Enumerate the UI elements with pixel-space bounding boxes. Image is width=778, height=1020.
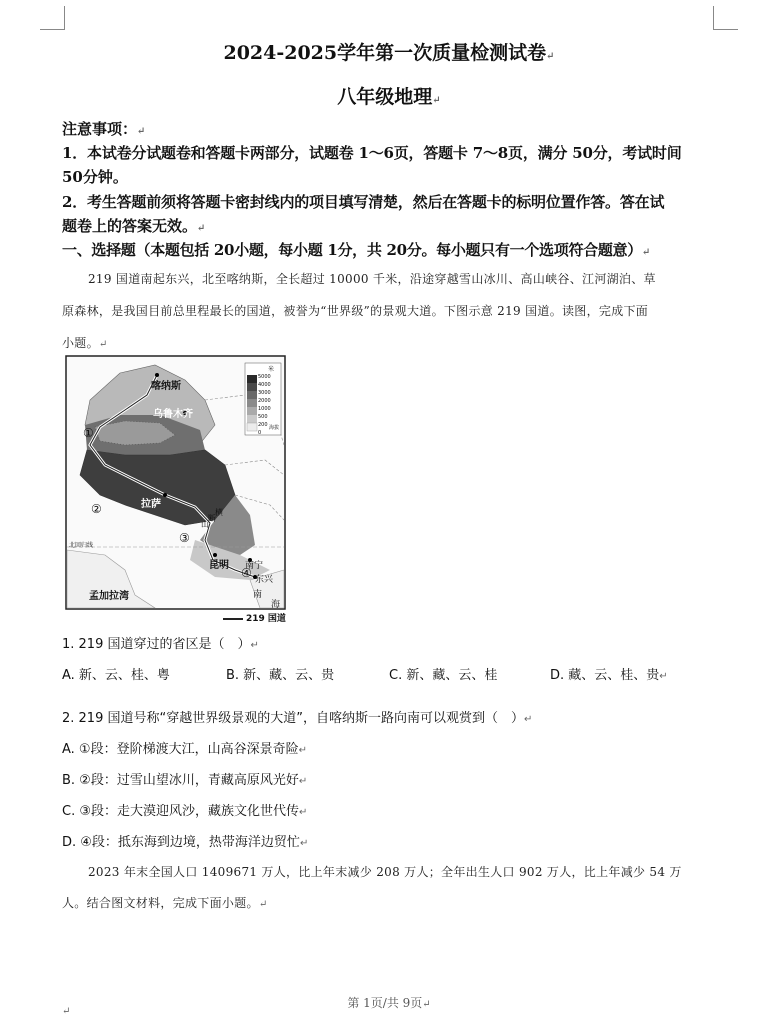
route-219-map: [65, 355, 297, 623]
elevation-value: 1000: [258, 406, 271, 412]
question-1-option-c[interactable]: C. 新、藏、云、桂: [389, 668, 498, 683]
notice-item-1-line-1: 1．本试卷分试题卷和答题卡两部分，试题卷 1～6页，答题卡 7～8页，满分 50分，考试时间: [62, 144, 682, 162]
notice-item-2-line-2: 题卷上的答案无效。↵: [62, 217, 206, 235]
passage-1-line-1: 219 国道南起东兴，北至喀纳斯，全长超过 10000 千米，沿途穿越雪山冰川、高山峡谷、江河湖泊、草: [88, 272, 656, 286]
passage-2-line-1: 2023 年末全国人口 1409671 万人，比上年末减少 208 万人；全年出生人口 902 万人，比上年减少 54 万: [88, 865, 682, 879]
crop-mark-top-right-v: [713, 6, 714, 30]
label-river-2: 断: [208, 514, 216, 523]
elevation-value: 5000: [258, 374, 271, 380]
passage-1-line-2: 原森林，是我国目前总里程最长的国道，被誉为“世界级”的景观大道。下图示意 219 国道。读图，完成下面: [62, 304, 649, 318]
end-paragraph-mark: ↵: [62, 1006, 71, 1017]
road-legend: 219 国道: [223, 611, 286, 624]
label-river-3: 山: [201, 520, 209, 529]
question-2-option-b[interactable]: B. ②段：过雪山望冰川，青藏高原风光好↵: [62, 773, 308, 788]
label-kunming: 昆明: [209, 560, 229, 571]
notice-item-1-line-2: 50分钟。: [62, 168, 128, 186]
marker-1: ①: [83, 426, 94, 440]
elevation-value: 500: [258, 414, 268, 420]
crop-mark-top-right-h: [713, 29, 738, 30]
label-sea-1: 南: [253, 590, 263, 600]
elevation-value: 200: [258, 422, 268, 428]
notice-item-2-line-1: 2．考生答题前须将答题卡密封线内的项目填写清楚，然后在答题卡的标明位置作答。答在试: [62, 193, 665, 211]
crop-mark-top-left-v: [64, 6, 65, 30]
section-heading: 一、选择题（本题包括 20小题，每小题 1分，共 20分。每小题只有一个选项符合题意）↵: [62, 241, 651, 259]
label-tropic: 北回归线: [69, 542, 94, 549]
passage-1-line-3: 小题。↵: [62, 336, 108, 350]
question-2-option-d[interactable]: D. ④段：抵东海到边境，热带海洋边贸忙↵: [62, 835, 309, 850]
elevation-note: 海拔: [269, 425, 280, 431]
label-dongxing: 东兴: [255, 575, 274, 585]
question-2-stem: 2. 219 国道号称“穿越世界级景观的大道”，自喀纳斯一路向南可以观赏到（ ）↵: [62, 711, 533, 726]
label-lhasa: 拉萨: [141, 499, 161, 510]
label-kanas: 喀纳斯: [151, 381, 181, 392]
lhasa-point: [163, 493, 167, 497]
elevation-value: 3000: [258, 390, 271, 396]
marker-4: ④: [241, 566, 252, 580]
label-sea-2: 海: [271, 600, 281, 610]
label-bay: 孟加拉湾: [89, 591, 129, 602]
question-1-option-d[interactable]: D. 藏、云、桂、贵↵: [550, 668, 668, 683]
marker-2: ②: [91, 502, 102, 516]
crop-mark-top-left-h: [40, 29, 65, 30]
marker-3: ③: [179, 531, 190, 545]
elevation-value: 0: [258, 430, 262, 436]
label-urumqi: 乌鲁木齐: [153, 409, 193, 420]
label-nanning: 南宁: [245, 561, 264, 571]
elevation-unit: 米: [268, 366, 275, 373]
passage-2-line-2: 人。结合图文材料，完成下面小题。↵: [62, 896, 268, 910]
question-2-option-a[interactable]: A. ①段：登阶梯渡大江，山高谷深景奇险↵: [62, 742, 307, 757]
page-footer: 第 1页/共 9页↵: [347, 996, 431, 1010]
question-2-option-c[interactable]: C. ③段：走大漠迎风沙，藏族文化世代传↵: [62, 804, 308, 819]
label-river-1: 横: [215, 508, 223, 517]
subject-title: 八年级地理↵: [337, 86, 441, 108]
notice-heading: 注意事项：↵: [62, 120, 146, 138]
question-1-stem: 1. 219 国道穿过的省区是（ ）↵: [62, 637, 259, 652]
elevation-value: 4000: [258, 382, 271, 388]
document-title: 2024-2025学年第一次质量检测试卷↵: [223, 42, 555, 64]
road-legend-line: [223, 618, 243, 620]
question-1-option-a[interactable]: A. 新、云、桂、粤: [62, 668, 170, 683]
elevation-value: 2000: [258, 398, 271, 404]
question-1-option-b[interactable]: B. 新、藏、云、贵: [226, 668, 335, 683]
